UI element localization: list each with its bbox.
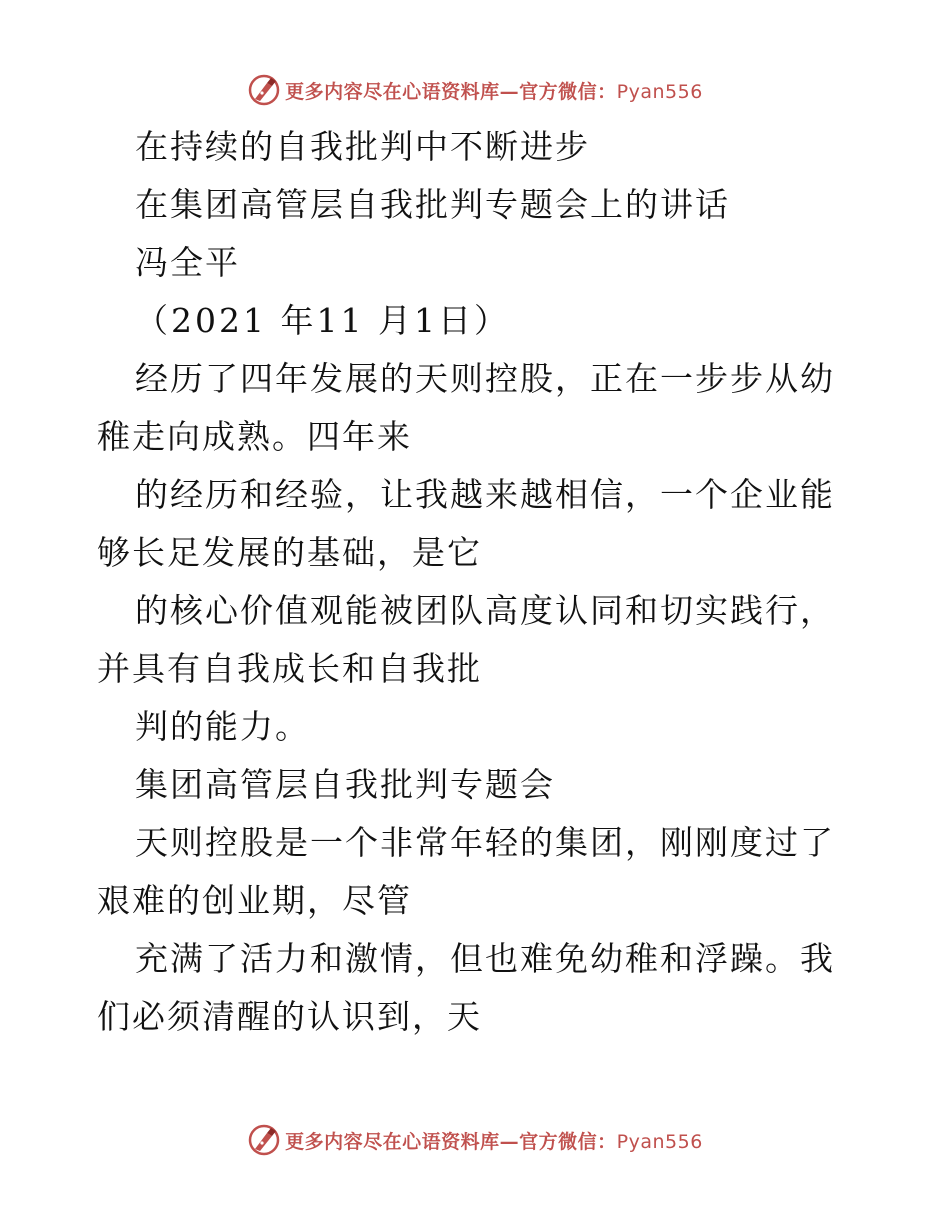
header-watermark — [0, 70, 950, 110]
body-paragraph: 的核心价值观能被团队高度认同和切实践行，并具有自我成长和自我批 — [97, 591, 835, 688]
body-paragraph: 充满了活力和激情，但也难免幼稚和浮躁。我们必须清醒的认识到，天 — [97, 939, 835, 1036]
pen-nib-icon — [247, 1123, 281, 1157]
watermark-wechat-id: Pyan556 — [616, 80, 703, 103]
body-paragraph: 经历了四年发展的天则控股，正在一步步从幼稚走向成熟。四年来 — [97, 359, 835, 456]
document-subtitle: 在集团高管层自我批判专题会上的讲话 — [135, 185, 730, 224]
body-paragraph: 的经历和经验，让我越来越相信，一个企业能够长足发展的基础，是它 — [97, 475, 835, 572]
document-body — [97, 118, 857, 1046]
watermark-text: 更多内容尽在心语资料库—官方微信：Pyan556 — [285, 1130, 703, 1153]
pen-nib-icon — [247, 73, 281, 107]
watermark-wechat-id: Pyan556 — [616, 1130, 703, 1153]
watermark-text: 更多内容尽在心语资料库—官方微信：Pyan556 — [285, 80, 703, 103]
document-date: （2021 年11 月1日） — [135, 301, 510, 340]
section-heading: 集团高管层自我批判专题会 — [135, 765, 555, 804]
footer-watermark — [0, 1120, 950, 1160]
document-title: 在持续的自我批判中不断进步 — [135, 127, 590, 166]
document-author: 冯全平 — [135, 243, 240, 282]
body-paragraph: 判的能力。 — [135, 707, 310, 746]
body-paragraph: 天则控股是一个非常年轻的集团，刚刚度过了艰难的创业期，尽管 — [97, 823, 835, 920]
